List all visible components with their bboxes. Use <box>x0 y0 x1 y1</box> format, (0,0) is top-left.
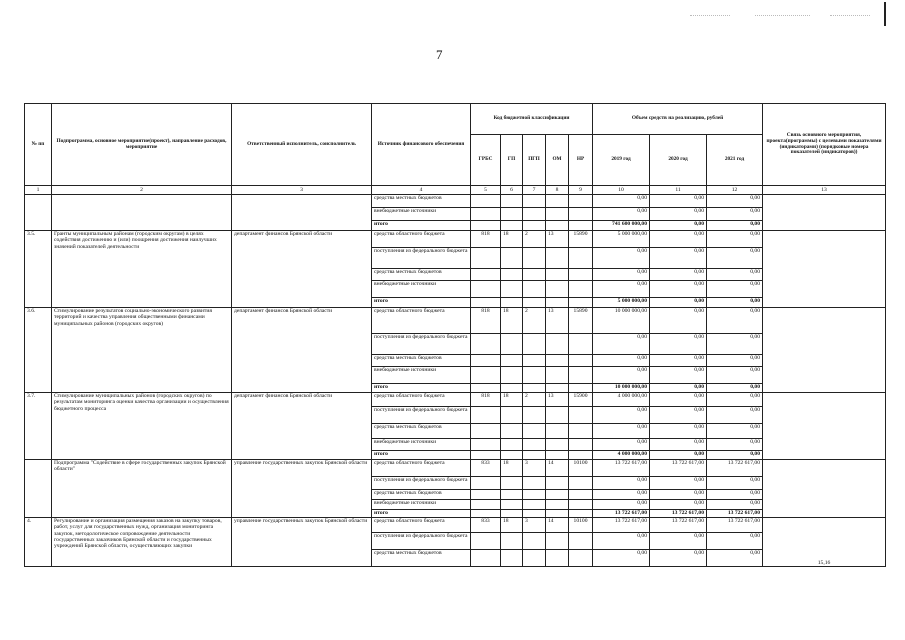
code-grbs <box>471 439 501 451</box>
row-number: 3.7. <box>25 393 52 460</box>
code-nr <box>569 269 593 281</box>
code-grbs <box>471 510 501 518</box>
code-pgp <box>523 439 546 451</box>
code-gp <box>501 439 523 451</box>
header-num: № пп <box>25 104 52 186</box>
amount-2019: 0,00 <box>593 407 650 424</box>
executor-cell: управление государственных закупок Брянской области <box>232 460 372 518</box>
code-om: 13 <box>546 308 569 334</box>
funding-source: поступления из федерального бюджета <box>372 334 471 355</box>
code-om: 14 <box>546 518 569 533</box>
code-nr <box>569 510 593 518</box>
code-om <box>546 424 569 439</box>
row-number <box>25 460 52 518</box>
funding-source: поступления из федерального бюджета <box>372 533 471 550</box>
code-pgp <box>523 477 546 490</box>
measure-title: Регулирование и организация размещения заказов на закупку товаров, работ, услуг для государственных нужд, организация мониторинга закупок, методологическое сопровождение деятельности государственных заказчиков Брянской области и государственных учреждений Брянской области, осуществляющих закупки <box>52 518 232 567</box>
code-pgp <box>523 367 546 384</box>
code-gp <box>501 510 523 518</box>
funding-source: средства областного бюджета <box>372 231 471 248</box>
amount-2021: 0,00 <box>707 384 763 393</box>
code-gp <box>501 355 523 367</box>
code-pgp <box>523 510 546 518</box>
measure-title: Подпрограмма "Содействие в сфере государственных закупок Брянской области" <box>52 460 232 518</box>
code-pgp: 2 <box>523 231 546 248</box>
code-om <box>546 439 569 451</box>
column-number: 9 <box>569 186 593 195</box>
code-gp <box>501 407 523 424</box>
code-pgp <box>523 490 546 500</box>
code-nr <box>569 439 593 451</box>
table-row <box>25 308 886 334</box>
code-gp: 18 <box>501 518 523 533</box>
code-grbs <box>471 269 501 281</box>
code-grbs <box>471 477 501 490</box>
amount-2020: 0,00 <box>650 490 707 500</box>
code-nr <box>569 195 593 208</box>
amount-2020: 0,00 <box>650 393 707 407</box>
amount-2021: 0,00 <box>707 334 763 355</box>
column-number: 1 <box>25 186 52 195</box>
code-grbs <box>471 550 501 567</box>
amount-2019: 0,00 <box>593 490 650 500</box>
code-pgp <box>523 451 546 460</box>
code-nr: 10100 <box>569 460 593 477</box>
header-executor: Ответственный исполнитель, соисполнитель <box>232 104 372 186</box>
row-number: 4. <box>25 518 52 567</box>
code-om <box>546 208 569 221</box>
indicator-link <box>763 393 886 460</box>
amount-2021: 0,00 <box>707 248 763 269</box>
indicator-link <box>763 460 886 518</box>
code-om <box>546 533 569 550</box>
funding-source: средства местных бюджетов <box>372 355 471 367</box>
amount-2019: 13 722 617,00 <box>593 510 650 518</box>
code-pgp <box>523 298 546 308</box>
column-number: 4 <box>372 186 471 195</box>
scan-artifact <box>690 15 730 17</box>
amount-2021: 0,00 <box>707 367 763 384</box>
funding-source: внебюджетные источники <box>372 500 471 510</box>
code-gp <box>501 269 523 281</box>
amount-2021: 13 722 617,00 <box>707 518 763 533</box>
amount-2020: 0,00 <box>650 500 707 510</box>
amount-2019: 0,00 <box>593 281 650 298</box>
amount-2021: 0,00 <box>707 393 763 407</box>
code-om <box>546 451 569 460</box>
funding-source: внебюджетные источники <box>372 208 471 221</box>
code-nr <box>569 355 593 367</box>
amount-2021: 0,00 <box>707 355 763 367</box>
funding-source: средства местных бюджетов <box>372 424 471 439</box>
header-source: Источник финансового обеспечения <box>372 104 471 186</box>
funding-source: средства областного бюджета <box>372 393 471 407</box>
column-number: 3 <box>232 186 372 195</box>
amount-2021: 0,00 <box>707 208 763 221</box>
budget-table <box>24 103 886 567</box>
indicator-link <box>763 231 886 308</box>
code-om <box>546 195 569 208</box>
measure-title: Стимулирование муниципальных районов (городских округов) по результатам мониторинга оценки качества организации и осуществления бюджетного процесса <box>52 393 232 460</box>
amount-2019: 0,00 <box>593 269 650 281</box>
code-grbs <box>471 490 501 500</box>
executor-cell <box>232 195 372 231</box>
amount-2021: 13 722 617,00 <box>707 460 763 477</box>
code-om <box>546 490 569 500</box>
code-grbs <box>471 221 501 231</box>
measure-title <box>52 195 232 231</box>
funding-source: итого <box>372 298 471 308</box>
amount-2019: 0,00 <box>593 533 650 550</box>
funding-source: итого <box>372 510 471 518</box>
funding-source: внебюджетные источники <box>372 281 471 298</box>
code-om <box>546 500 569 510</box>
code-pgp <box>523 550 546 567</box>
funding-source: итого <box>372 221 471 231</box>
code-grbs <box>471 334 501 355</box>
scan-artifact <box>755 15 810 17</box>
amount-2019: 741 600 000,00 <box>593 221 650 231</box>
executor-cell: департамент финансов Брянской области <box>232 231 372 308</box>
amount-2020: 0,00 <box>650 231 707 248</box>
amount-2021: 0,00 <box>707 451 763 460</box>
code-om <box>546 269 569 281</box>
code-grbs <box>471 281 501 298</box>
code-nr <box>569 407 593 424</box>
amount-2021: 0,00 <box>707 424 763 439</box>
amount-2020: 0,00 <box>650 208 707 221</box>
code-om <box>546 248 569 269</box>
amount-2019: 0,00 <box>593 355 650 367</box>
amount-2019: 10 000 000,00 <box>593 384 650 393</box>
code-grbs: 818 <box>471 308 501 334</box>
column-number: 10 <box>593 186 650 195</box>
amount-2020: 0,00 <box>650 334 707 355</box>
amount-2020: 0,00 <box>650 407 707 424</box>
code-pgp: 3 <box>523 460 546 477</box>
amount-2019: 0,00 <box>593 424 650 439</box>
header-pgp: ПГП <box>523 135 546 186</box>
amount-2021: 0,00 <box>707 221 763 231</box>
amount-2020: 0,00 <box>650 248 707 269</box>
header-nr: НР <box>569 135 593 186</box>
header-code-group: Код бюджетной классификации <box>471 104 593 135</box>
code-om: 14 <box>546 460 569 477</box>
header-link: Связь основного мероприятия, проекта(программы) с целевыми показателями (индикаторами) (порядковые номера показателей (индикаторов)) <box>763 104 886 186</box>
column-number: 11 <box>650 186 707 195</box>
code-nr <box>569 384 593 393</box>
code-om <box>546 221 569 231</box>
amount-2020: 0,00 <box>650 308 707 334</box>
code-om <box>546 355 569 367</box>
code-pgp: 3 <box>523 518 546 533</box>
code-gp: 18 <box>501 231 523 248</box>
code-nr <box>569 208 593 221</box>
amount-2020: 0,00 <box>650 221 707 231</box>
code-pgp <box>523 248 546 269</box>
code-gp <box>501 208 523 221</box>
funding-source: средства местных бюджетов <box>372 550 471 567</box>
code-nr <box>569 298 593 308</box>
code-gp <box>501 451 523 460</box>
column-number: 13 <box>763 186 886 195</box>
code-pgp <box>523 221 546 231</box>
amount-2020: 0,00 <box>650 384 707 393</box>
header-om: ОМ <box>546 135 569 186</box>
amount-2019: 5 000 000,00 <box>593 298 650 308</box>
amount-2020: 0,00 <box>650 477 707 490</box>
code-grbs <box>471 367 501 384</box>
amount-2019: 0,00 <box>593 477 650 490</box>
code-gp: 18 <box>501 393 523 407</box>
amount-2020: 0,00 <box>650 281 707 298</box>
code-om: 13 <box>546 231 569 248</box>
amount-2020: 0,00 <box>650 367 707 384</box>
code-pgp <box>523 355 546 367</box>
amount-2020: 0,00 <box>650 439 707 451</box>
code-om: 13 <box>546 393 569 407</box>
code-gp <box>501 367 523 384</box>
code-grbs: 833 <box>471 518 501 533</box>
column-number-row <box>25 186 886 195</box>
indicator-link <box>763 308 886 393</box>
code-pgp <box>523 281 546 298</box>
funding-source: средства местных бюджетов <box>372 269 471 281</box>
page-edge-mark <box>884 2 886 26</box>
code-om <box>546 477 569 490</box>
code-nr <box>569 281 593 298</box>
funding-source: поступления из федерального бюджета <box>372 477 471 490</box>
code-om <box>546 407 569 424</box>
header-gp: ГП <box>501 135 523 186</box>
column-number: 7 <box>523 186 546 195</box>
amount-2019: 0,00 <box>593 439 650 451</box>
funding-source: средства областного бюджета <box>372 460 471 477</box>
amount-2020: 0,00 <box>650 195 707 208</box>
amount-2020: 0,00 <box>650 451 707 460</box>
code-gp <box>501 281 523 298</box>
scan-artifact <box>830 15 870 17</box>
amount-2021: 0,00 <box>707 477 763 490</box>
funding-source: средства местных бюджетов <box>372 195 471 208</box>
code-nr <box>569 451 593 460</box>
code-grbs: 818 <box>471 231 501 248</box>
code-pgp <box>523 533 546 550</box>
row-number: 3.5. <box>25 231 52 308</box>
code-nr <box>569 490 593 500</box>
amount-2020: 13 722 617,00 <box>650 460 707 477</box>
page-number: 7 <box>436 47 443 62</box>
code-nr <box>569 424 593 439</box>
code-pgp <box>523 424 546 439</box>
amount-2019: 10 000 000,00 <box>593 308 650 334</box>
funding-source: итого <box>372 451 471 460</box>
code-grbs <box>471 248 501 269</box>
code-nr <box>569 533 593 550</box>
code-gp <box>501 533 523 550</box>
amount-2020: 0,00 <box>650 269 707 281</box>
funding-source: итого <box>372 384 471 393</box>
funding-source: поступления из федерального бюджета <box>372 407 471 424</box>
executor-cell: управление государственных закупок Брянской области <box>232 518 372 567</box>
funding-source: средства областного бюджета <box>372 308 471 334</box>
table-row <box>25 393 886 407</box>
code-grbs <box>471 533 501 550</box>
amount-2019: 0,00 <box>593 334 650 355</box>
code-om <box>546 384 569 393</box>
code-grbs <box>471 355 501 367</box>
amount-2019: 0,00 <box>593 248 650 269</box>
funding-source: внебюджетные источники <box>372 439 471 451</box>
code-gp <box>501 500 523 510</box>
header-year-2021: 2021 год <box>707 135 763 186</box>
amount-2020: 0,00 <box>650 298 707 308</box>
amount-2019: 0,00 <box>593 208 650 221</box>
amount-2019: 0,00 <box>593 550 650 567</box>
amount-2021: 0,00 <box>707 308 763 334</box>
code-nr <box>569 367 593 384</box>
code-grbs <box>471 208 501 221</box>
table-row <box>25 195 886 208</box>
amount-2019: 5 000 000,00 <box>593 231 650 248</box>
amount-2020: 13 722 617,00 <box>650 510 707 518</box>
code-gp <box>501 221 523 231</box>
header-program: Подпрограмма, основное мероприятие(проект), направление расходов, мероприятие <box>52 104 232 186</box>
code-grbs <box>471 384 501 393</box>
amount-2021: 0,00 <box>707 550 763 567</box>
code-pgp: 2 <box>523 308 546 334</box>
code-grbs <box>471 407 501 424</box>
code-pgp <box>523 208 546 221</box>
column-number: 5 <box>471 186 501 195</box>
code-om <box>546 367 569 384</box>
code-gp: 18 <box>501 460 523 477</box>
code-gp <box>501 195 523 208</box>
code-grbs <box>471 298 501 308</box>
amount-2019: 13 722 617,00 <box>593 518 650 533</box>
amount-2021: 0,00 <box>707 490 763 500</box>
code-nr <box>569 248 593 269</box>
code-gp <box>501 334 523 355</box>
code-grbs <box>471 424 501 439</box>
table-row <box>25 518 886 533</box>
row-number: 3.6. <box>25 308 52 393</box>
amount-2021: 0,00 <box>707 231 763 248</box>
code-nr: 10100 <box>569 518 593 533</box>
code-nr <box>569 500 593 510</box>
amount-2019: 4 000 000,00 <box>593 393 650 407</box>
code-om <box>546 510 569 518</box>
amount-2021: 13 722 617,00 <box>707 510 763 518</box>
code-om <box>546 334 569 355</box>
code-om <box>546 298 569 308</box>
amount-2021: 0,00 <box>707 195 763 208</box>
measure-title: Стимулирование результатов социально-экономического развития территорий и качества управления общественными финансами муниципальных районов (городских округов) <box>52 308 232 393</box>
amount-2020: 0,00 <box>650 550 707 567</box>
amount-2021: 0,00 <box>707 269 763 281</box>
amount-2021: 0,00 <box>707 407 763 424</box>
amount-2019: 0,00 <box>593 195 650 208</box>
header-year-2020: 2020 год <box>650 135 707 186</box>
code-nr <box>569 477 593 490</box>
code-pgp <box>523 500 546 510</box>
amount-2020: 0,00 <box>650 424 707 439</box>
header-year-2019: 2019 год <box>593 135 650 186</box>
code-nr <box>569 221 593 231</box>
amount-2021: 0,00 <box>707 298 763 308</box>
code-grbs <box>471 195 501 208</box>
funding-source: поступления из федерального бюджета <box>372 248 471 269</box>
executor-cell: департамент финансов Брянской области <box>232 393 372 460</box>
column-number: 6 <box>501 186 523 195</box>
code-pgp <box>523 334 546 355</box>
code-gp <box>501 477 523 490</box>
amount-2019: 13 722 617,00 <box>593 460 650 477</box>
column-number: 12 <box>707 186 763 195</box>
amount-2021: 0,00 <box>707 281 763 298</box>
indicator-link: 15,16 <box>763 518 886 567</box>
code-nr: 15900 <box>569 393 593 407</box>
code-om <box>546 550 569 567</box>
code-om <box>546 281 569 298</box>
column-number: 2 <box>52 186 232 195</box>
executor-cell: департамент финансов Брянской области <box>232 308 372 393</box>
code-grbs <box>471 451 501 460</box>
header-grbs: ГРБС <box>471 135 501 186</box>
column-number: 8 <box>546 186 569 195</box>
amount-2020: 13 722 617,00 <box>650 518 707 533</box>
code-grbs <box>471 500 501 510</box>
code-grbs: 833 <box>471 460 501 477</box>
code-nr <box>569 334 593 355</box>
code-pgp <box>523 195 546 208</box>
amount-2019: 0,00 <box>593 500 650 510</box>
amount-2019: 4 000 000,00 <box>593 451 650 460</box>
funding-source: внебюджетные источники <box>372 367 471 384</box>
code-pgp <box>523 407 546 424</box>
funding-source: средства местных бюджетов <box>372 490 471 500</box>
code-pgp <box>523 269 546 281</box>
code-gp <box>501 550 523 567</box>
amount-2020: 0,00 <box>650 355 707 367</box>
code-grbs: 818 <box>471 393 501 407</box>
code-gp <box>501 490 523 500</box>
code-nr: 15890 <box>569 231 593 248</box>
code-gp <box>501 424 523 439</box>
code-gp <box>501 384 523 393</box>
code-gp: 18 <box>501 308 523 334</box>
code-nr: 15890 <box>569 308 593 334</box>
funding-source: средства областного бюджета <box>372 518 471 533</box>
indicator-link <box>763 195 886 231</box>
code-pgp: 2 <box>523 393 546 407</box>
amount-2020: 0,00 <box>650 533 707 550</box>
code-nr <box>569 550 593 567</box>
header-volume-group: Объем средств на реализацию, рублей <box>593 104 763 135</box>
amount-2021: 0,00 <box>707 533 763 550</box>
amount-2021: 0,00 <box>707 439 763 451</box>
measure-title: Гранты муниципальным районам (городским округам) в целях содействия достижению и (или) поощрения достижения наилучших значений показателей деятельности <box>52 231 232 308</box>
table-row <box>25 231 886 248</box>
row-number <box>25 195 52 231</box>
table-row <box>25 460 886 477</box>
code-pgp <box>523 384 546 393</box>
code-gp <box>501 248 523 269</box>
amount-2019: 0,00 <box>593 367 650 384</box>
code-gp <box>501 298 523 308</box>
amount-2021: 0,00 <box>707 500 763 510</box>
